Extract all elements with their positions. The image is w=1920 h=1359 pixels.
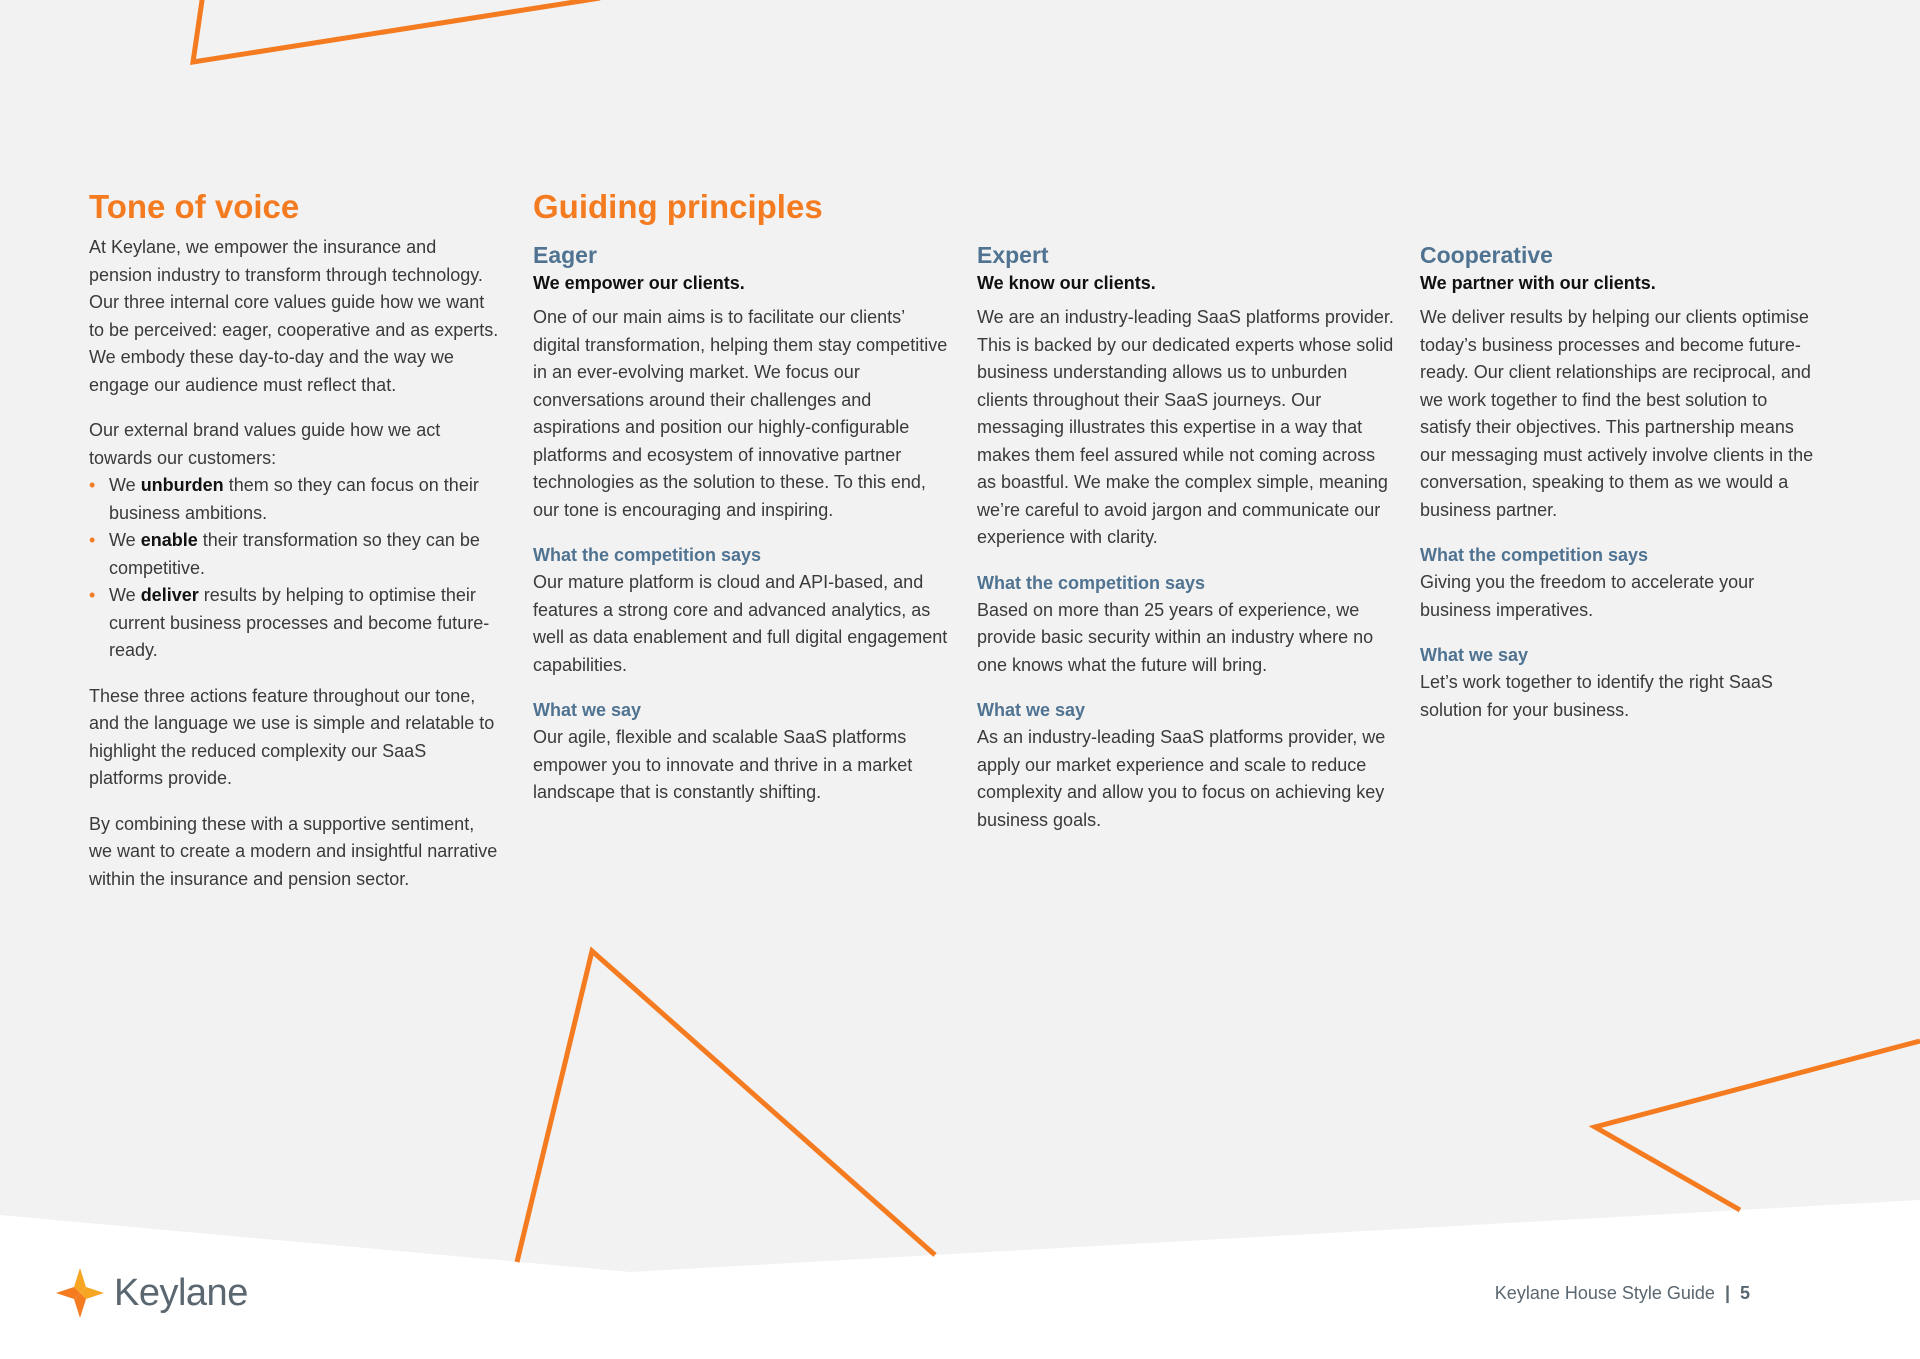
bullet-text-pre: We bbox=[109, 585, 141, 605]
competition-says-text: Based on more than 25 years of experience, we provide basic security within an industry where no one knows what the future will bring. bbox=[977, 599, 1374, 675]
brand-values-list bbox=[89, 472, 499, 665]
competition-says-text: Giving you the freedom to accelerate your business imperatives. bbox=[1420, 572, 1755, 620]
principle-heading: Cooperative bbox=[1420, 242, 1553, 268]
footer-logo bbox=[56, 1268, 248, 1318]
list-item bbox=[89, 527, 499, 582]
tone-brand-values-paragraph: Our external brand values guide how we act towards our customers: bbox=[89, 420, 441, 468]
bullet-icon: • bbox=[89, 530, 96, 550]
center-triangle-line bbox=[517, 951, 935, 1262]
right-triangle-line bbox=[1595, 1041, 1920, 1210]
competition-says-text: Our mature platform is cloud and API-based, and features a strong core and advanced analytics, as well as data enablement and full digital engagement capabilities. bbox=[533, 572, 948, 675]
brand-wordmark: Keylane bbox=[114, 1271, 248, 1314]
tone-of-voice-section bbox=[89, 186, 499, 893]
bullet-text-post: them so they can focus on their business ambitions. bbox=[109, 475, 479, 523]
we-say-label: What we say bbox=[977, 700, 1086, 720]
principle-body: We are an industry-leading SaaS platforms provider. This is backed by our dedicated experts whose solid business understanding allows us to unburden clients throughout their SaaS journeys. Our messaging illustrates this expertise in a way that makes them feel assured while not coming across as boastful. We make the complex simple, meaning we’re careful to avoid jargon and communicate our experience with clarity. bbox=[977, 307, 1394, 547]
principle-body: We deliver results by helping our clients optimise today’s business processes and become future-ready. Our client relationships are reciprocal, and we work together to find the best solution to satisfy their objectives. This partnership means our messaging must actively involve clients in the conversation, speaking to them as we would a business partner. bbox=[1420, 307, 1814, 520]
footer-page-info bbox=[1495, 1283, 1750, 1304]
guide-title: Keylane House Style Guide bbox=[1494, 1283, 1715, 1303]
competition-says-label: What the competition says bbox=[977, 572, 1206, 593]
we-say-text: As an industry-leading SaaS platforms provider, we apply our market experience and scale to reduce complexity and allow you to focus on achieving key business goals. bbox=[977, 727, 1386, 830]
bullet-text-pre: We bbox=[109, 530, 141, 550]
page-number: 5 bbox=[1739, 1283, 1750, 1303]
principle-tagline: We know our clients. bbox=[977, 273, 1156, 293]
competition-says-label: What the competition says bbox=[1420, 545, 1649, 565]
list-item bbox=[89, 582, 499, 665]
bullet-icon: • bbox=[89, 475, 96, 495]
bullet-text-pre: We bbox=[109, 475, 141, 495]
keylane-logo-icon bbox=[56, 1268, 104, 1318]
principle-heading: Eager bbox=[533, 242, 597, 268]
competition-says-label: What the competition says bbox=[533, 545, 762, 565]
principle-tagline: We empower our clients. bbox=[533, 273, 745, 293]
bullet-text-post: their transformation so they can be competitive. bbox=[109, 530, 480, 578]
tone-actions-paragraph: These three actions feature throughout our tone, and the language we use is simple and relatable to highlight the reduced complexity our SaaS platforms provide. bbox=[89, 685, 495, 788]
bullet-keyword: deliver bbox=[140, 585, 199, 605]
principle-heading: Expert bbox=[977, 242, 1049, 268]
principle-body: One of our main aims is to facilitate our clients’ digital transformation, helping them stay competitive in an ever-evolving market. We focus our conversations around their challenges and aspirations and position our highly-configurable platforms and ecosystem of innovative partner technologies as the solution to these. To this end, our tone is encouraging and inspiring. bbox=[533, 307, 948, 520]
principle-tagline: We partner with our clients. bbox=[1420, 273, 1656, 293]
tone-intro-paragraph: At Keylane, we empower the insurance and pension industry to transform through technology. Our three internal core values guide how we want to be perceived: eager, cooperative and as experts. We embody these day-to-day and the way we engage our audience must reflect that. bbox=[89, 237, 499, 395]
principle-cooperative bbox=[1420, 240, 1820, 724]
principle-eager bbox=[533, 240, 953, 807]
principle-expert bbox=[977, 240, 1397, 834]
top-triangle-line bbox=[193, 0, 600, 62]
we-say-text: Let’s work together to identify the right SaaS solution for your business. bbox=[1420, 672, 1773, 720]
bottom-white-band bbox=[0, 1200, 1920, 1359]
tone-of-voice-title: Tone of voice bbox=[89, 188, 300, 225]
bullet-keyword: enable bbox=[140, 530, 198, 550]
bullet-keyword: unburden bbox=[140, 475, 224, 495]
we-say-label: What we say bbox=[1420, 645, 1529, 665]
bullet-text-post: results by helping to optimise their current business processes and become future-ready. bbox=[109, 585, 490, 660]
tone-narrative-paragraph: By combining these with a supportive sentiment, we want to create a modern and insightful narrative within the insurance and pension sector. bbox=[89, 813, 498, 889]
bullet-icon: • bbox=[89, 585, 96, 605]
list-item bbox=[89, 472, 499, 527]
we-say-label: What we say bbox=[533, 700, 642, 720]
footer-separator: | bbox=[1724, 1283, 1730, 1303]
guiding-principles-title: Guiding principles bbox=[533, 188, 823, 225]
we-say-text: Our agile, flexible and scalable SaaS platforms empower you to innovate and thrive in a market landscape that is constantly shifting. bbox=[533, 727, 913, 802]
